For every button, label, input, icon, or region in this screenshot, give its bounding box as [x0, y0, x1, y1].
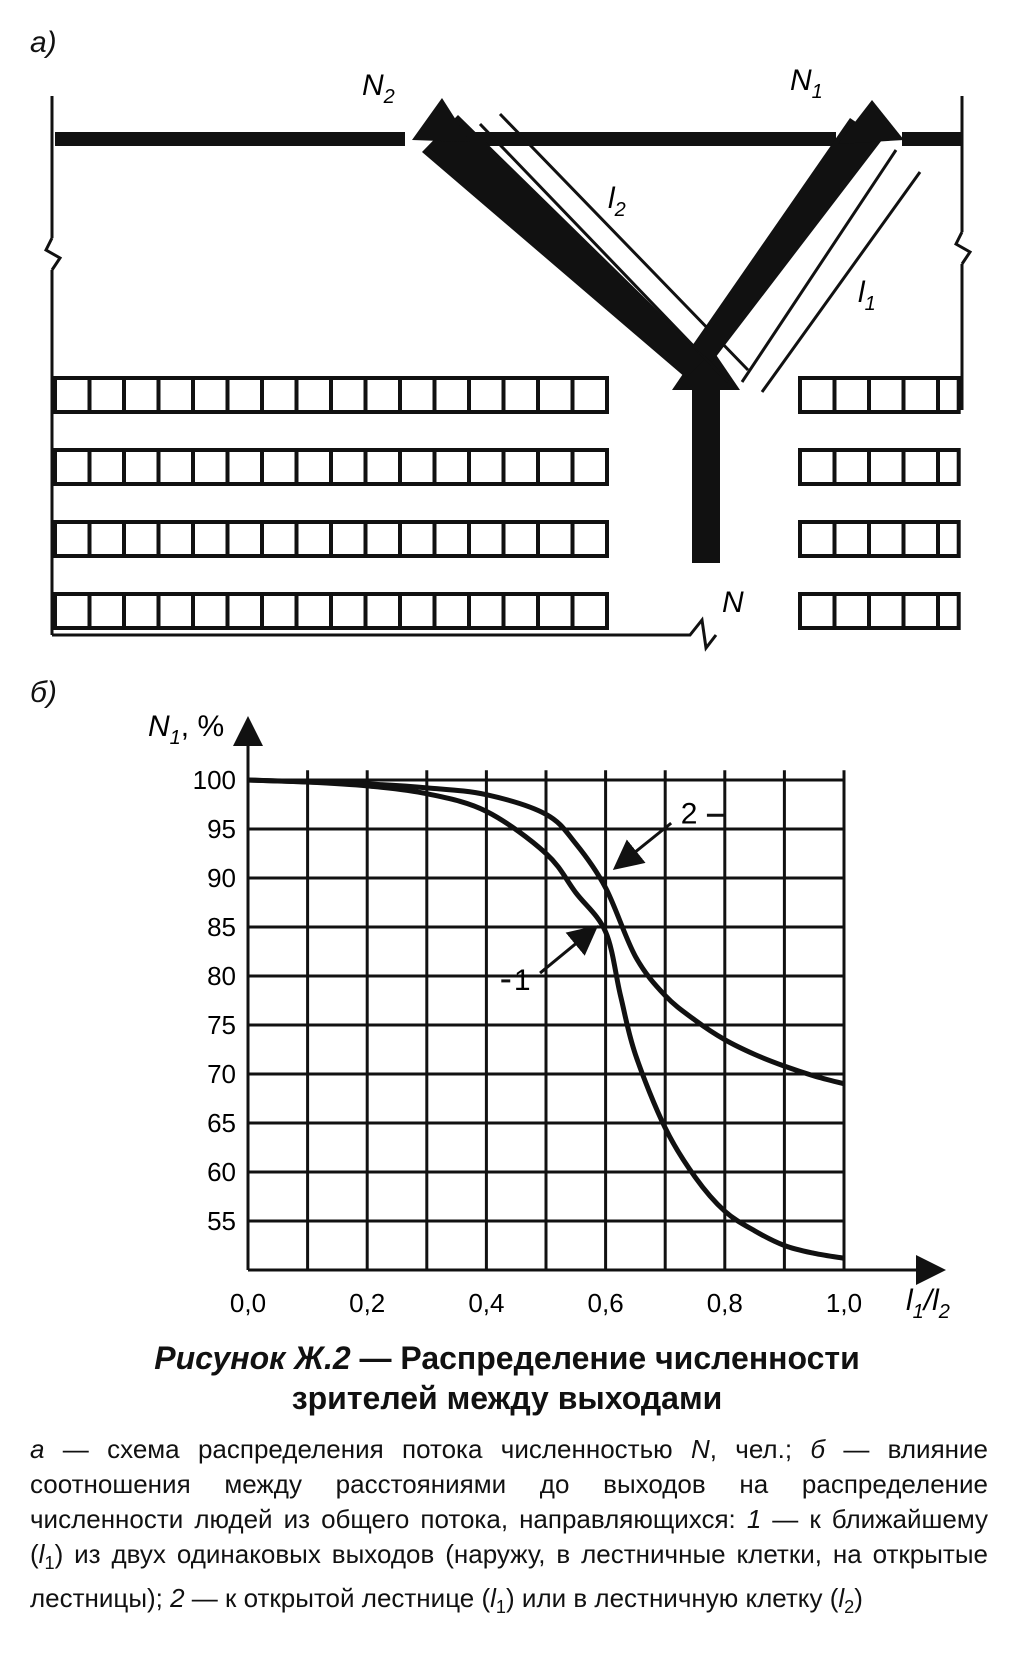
x-tick-label: 0,6 — [587, 1288, 624, 1318]
caption-text: — влияние соотношения между расстояниями до выходов на распределение численности людей из общего потока, направляющихся: — [30, 1434, 989, 1534]
l1-dim-line-b — [762, 172, 920, 392]
panel-b-label: б) — [30, 676, 57, 709]
curve-label-1: 1 — [513, 963, 531, 997]
caption-sub: 1 — [495, 1597, 507, 1618]
seat-row-right — [800, 450, 959, 484]
caption-dash: — — [350, 1340, 401, 1376]
seat-row-left — [55, 378, 607, 412]
x-tick-label: 0,0 — [229, 1288, 267, 1318]
caption-sub: 2 — [844, 1597, 855, 1618]
curve-1-leader — [540, 929, 594, 973]
distance-l2-label: $l_2$ — [608, 182, 626, 221]
y-tick-label: 70 — [207, 1059, 236, 1089]
caption-text: — к открытой лестнице ( — [184, 1583, 491, 1614]
seat-row-right — [800, 522, 959, 556]
y-tick-label: 80 — [207, 961, 236, 991]
back-wall-right — [902, 132, 962, 146]
caption-text: — к ближайшему ( — [30, 1504, 989, 1569]
figure-number: Рисунок Ж.2 — [154, 1340, 351, 1376]
y-tick-label: 75 — [207, 1010, 236, 1040]
caption-item-b: б — [810, 1434, 826, 1464]
caption-text: , чел.; — [709, 1434, 811, 1464]
x-tick-label: 0,8 — [706, 1288, 743, 1318]
y-axis-label: $N_1$, % — [148, 710, 225, 749]
caption-item-a: а — [30, 1434, 45, 1464]
caption-text: ) из двух одинаковых выходов (наружу, в лестничные клетки, на открытые лестницы); — [30, 1539, 988, 1614]
seating-rows — [55, 378, 959, 628]
figure-caption-title — [0, 1338, 1014, 1418]
y-tick-label: 55 — [207, 1206, 236, 1236]
flow-to-n2 — [422, 115, 706, 378]
seat-row-right — [800, 378, 959, 412]
caption-symbol-n: N — [690, 1434, 710, 1464]
chart-grid — [248, 770, 844, 1270]
l2-dim-line-a — [480, 124, 728, 382]
seat-row-left — [55, 450, 607, 484]
caption-title-line2: зрителей между выходами — [291, 1380, 723, 1416]
back-wall-left — [55, 132, 405, 146]
y-tick-label: 85 — [207, 912, 236, 942]
exit-n2-label: $N_2$ — [362, 69, 395, 108]
seat-row-right — [800, 594, 959, 628]
main-flow-stem — [692, 385, 720, 563]
seat-row-left — [55, 594, 607, 628]
caption-sub: 1 — [44, 1553, 55, 1574]
caption-symbol-l1: l — [490, 1583, 496, 1614]
x-tick-label: 1,0 — [825, 1288, 863, 1318]
caption-title-line1: Распределение численности — [400, 1340, 860, 1376]
caption-curve-1: 1 — [746, 1504, 762, 1534]
y-tick-label: 95 — [207, 814, 236, 844]
y-tick-label: 60 — [207, 1157, 236, 1187]
y-tick-label: 100 — [192, 765, 236, 795]
curve-label-2: 2 — [680, 797, 698, 831]
caption-text: — схема распределения потока численностью — [44, 1434, 691, 1464]
x-tick-label: 0,4 — [468, 1288, 505, 1318]
distance-l1-label: $l_1$ — [858, 276, 876, 315]
caption-curve-2: 2 — [170, 1583, 185, 1614]
y-tick-label: 90 — [207, 863, 236, 893]
caption-text: ) — [854, 1583, 863, 1614]
distribution-chart — [193, 722, 940, 1318]
x-tick-label: 0,2 — [349, 1288, 386, 1318]
caption-symbol-l1: l — [38, 1539, 45, 1569]
panel-a-label: а) — [30, 26, 57, 59]
bottom-edge — [52, 620, 716, 648]
flow-to-n1 — [692, 118, 882, 362]
exit-n1-label: $N_1$ — [790, 64, 823, 103]
seat-row-left — [55, 522, 607, 556]
figure-caption-body — [30, 1432, 988, 1625]
flow-n-label: N — [722, 586, 744, 619]
hall-schematic — [46, 96, 970, 648]
x-axis-label: $l_1/l_2$ — [906, 1284, 950, 1323]
caption-text: ) или в лестничную клетку ( — [506, 1583, 839, 1614]
y-tick-label: 65 — [207, 1108, 236, 1138]
caption-symbol-l2: l — [838, 1583, 845, 1614]
